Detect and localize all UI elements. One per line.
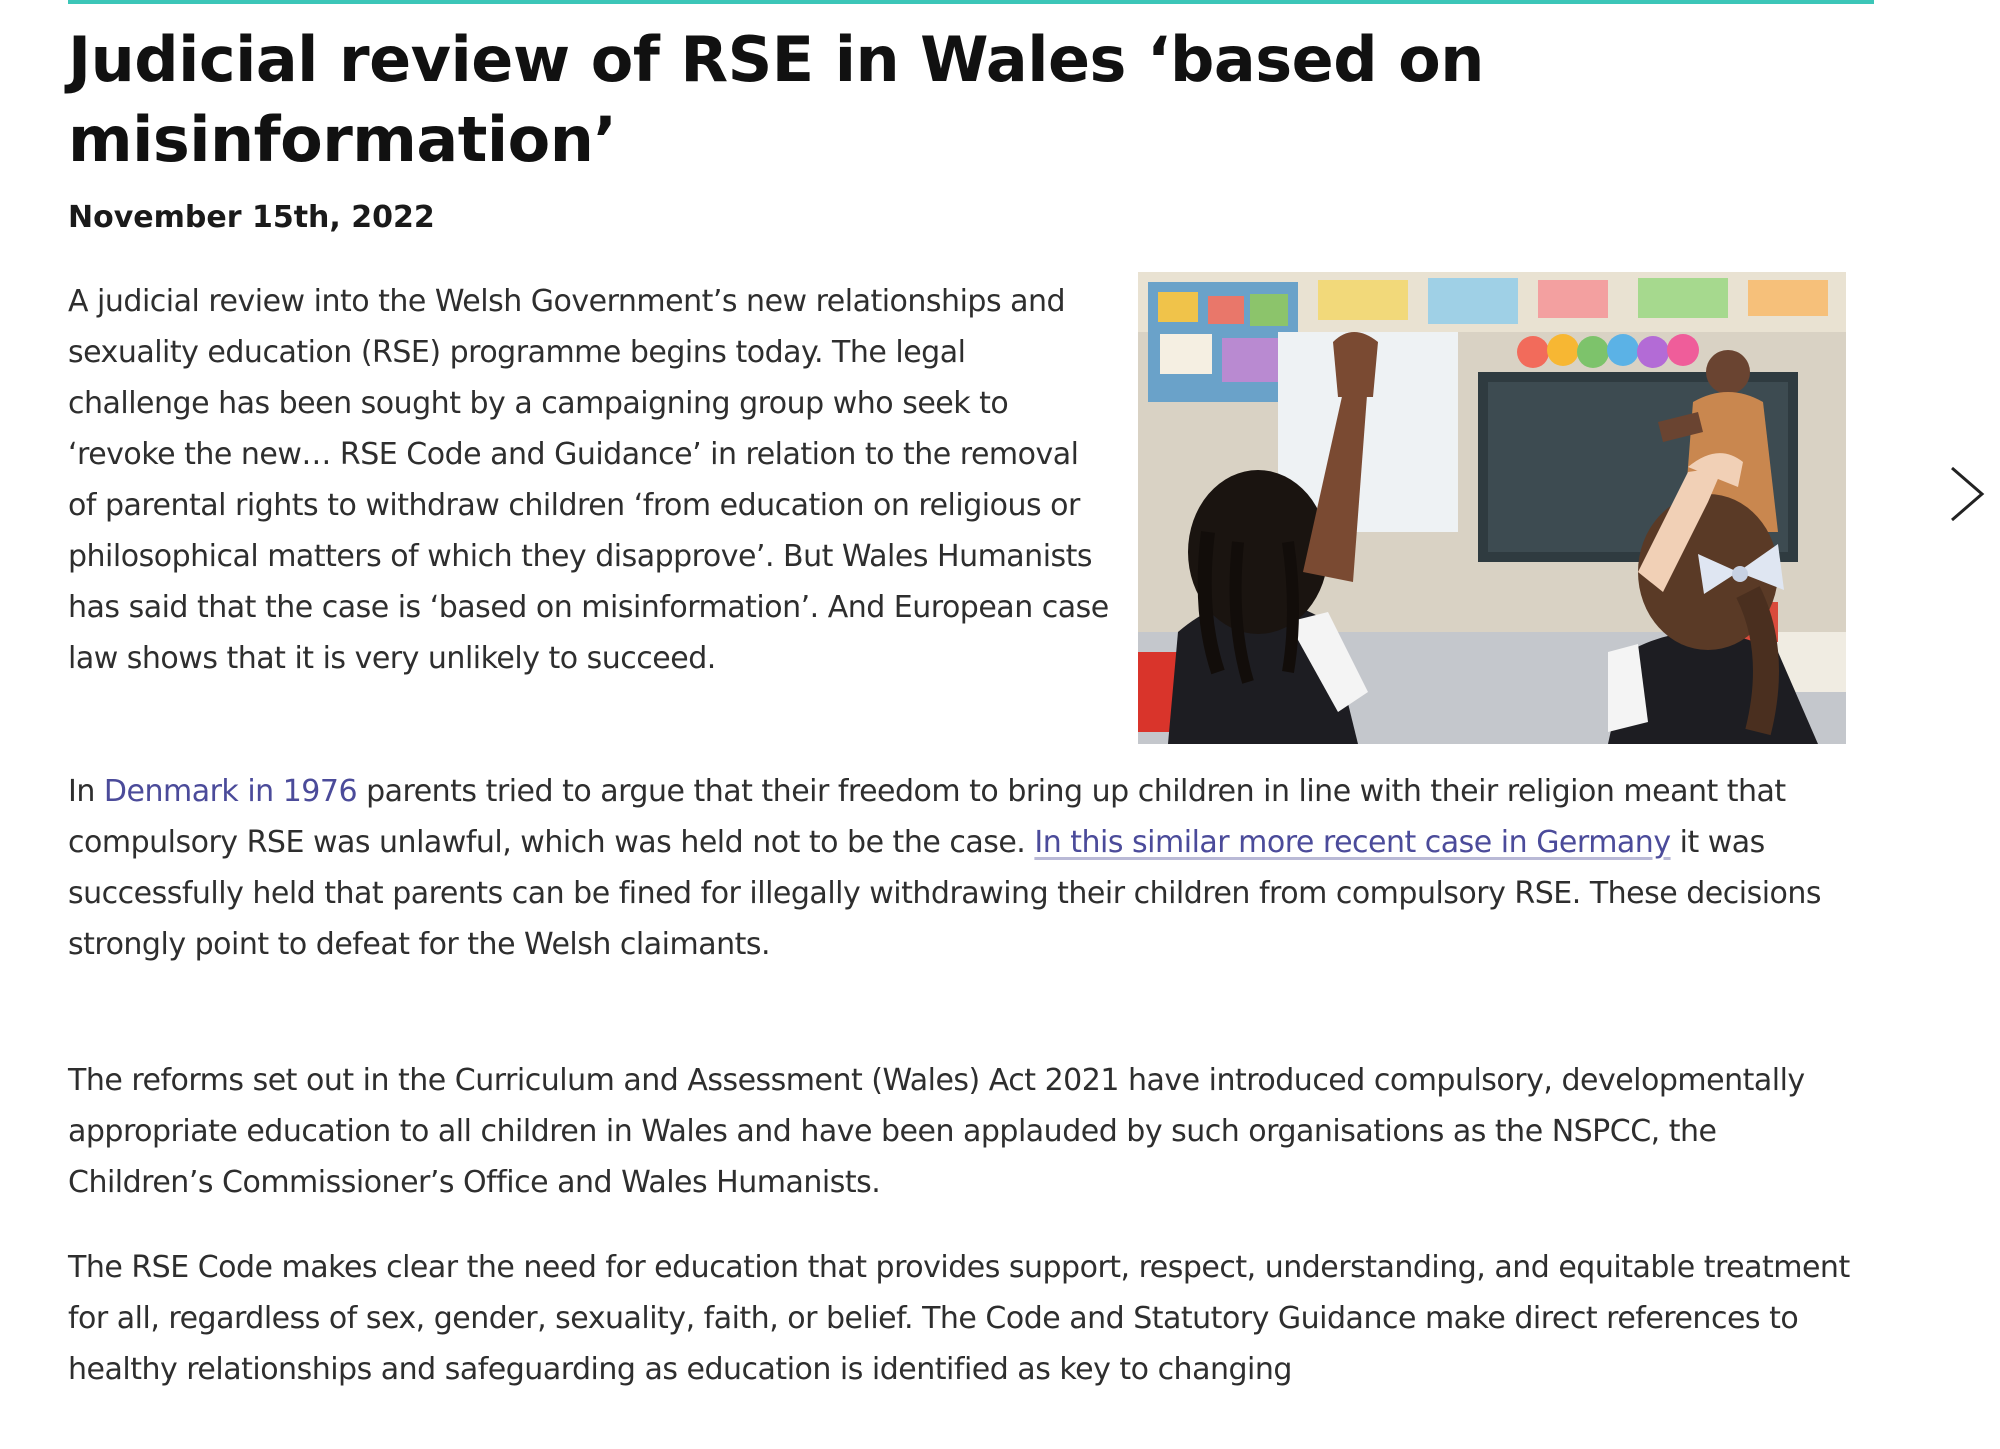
article-title: Judicial review of RSE in Wales ‘based on misinformation’ [68, 23, 1484, 176]
article-paragraph-4: The RSE Code makes clear the need for education that provides support, respect, understanding, and equitable treatment for all, regardless of sex, gender, sexuality, faith, or belief. The Code and Statutory Guidance make direct references to healthy relationships and safeguarding as education is identified as key to changing [68, 1250, 1850, 1387]
article-paragraph-3: The reforms set out in the Curriculum and Assessment (Wales) Act 2021 have introduced compulsory, developmentally appropriate education to all children in Wales and have been applauded by such organisations as the NSPCC, the Children’s Commissioner’s Office and Wales Humanists. [68, 1063, 1805, 1200]
germany-case-link[interactable]: In this similar more recent case in Germany [1034, 825, 1671, 860]
article-paragraph-1: A judicial review into the Welsh Government’s new relationships and sexuality education (RSE) programme begins today. The legal challenge has been sought by a campaigning group who seek to ‘revoke the new… RSE Code and Guidance’ in relation to the removal of parental rights to withdraw children ‘from education on religious or philosophical matters of which they disapprove’. But Wales Humanists has said that the case is ‘based on misinformation’. And European case law shows that it is very unlikely to succeed. [68, 284, 1109, 676]
paragraph-2-suffix: it was successfully held that parents can be fined for illegally withdrawing their children from compulsory RSE. These decisions strongly point to defeat for the Welsh claimants. [68, 825, 1822, 962]
chevron-right-icon[interactable] [1944, 462, 1988, 526]
denmark-1976-link[interactable]: Denmark in 1976 [103, 774, 358, 809]
paragraph-2-prefix: In [68, 774, 104, 809]
article-paragraph-2 [68, 766, 1858, 970]
article-date: November 15th, 2022 [68, 200, 435, 235]
paragraph-2-middle: parents tried to argue that their freedom to bring up children in line with their religion meant that compulsory RSE was unlawful, which was held not to be the case. [68, 774, 1786, 860]
classroom-photo [1138, 272, 1846, 744]
header-accent-rule [68, 0, 1874, 4]
